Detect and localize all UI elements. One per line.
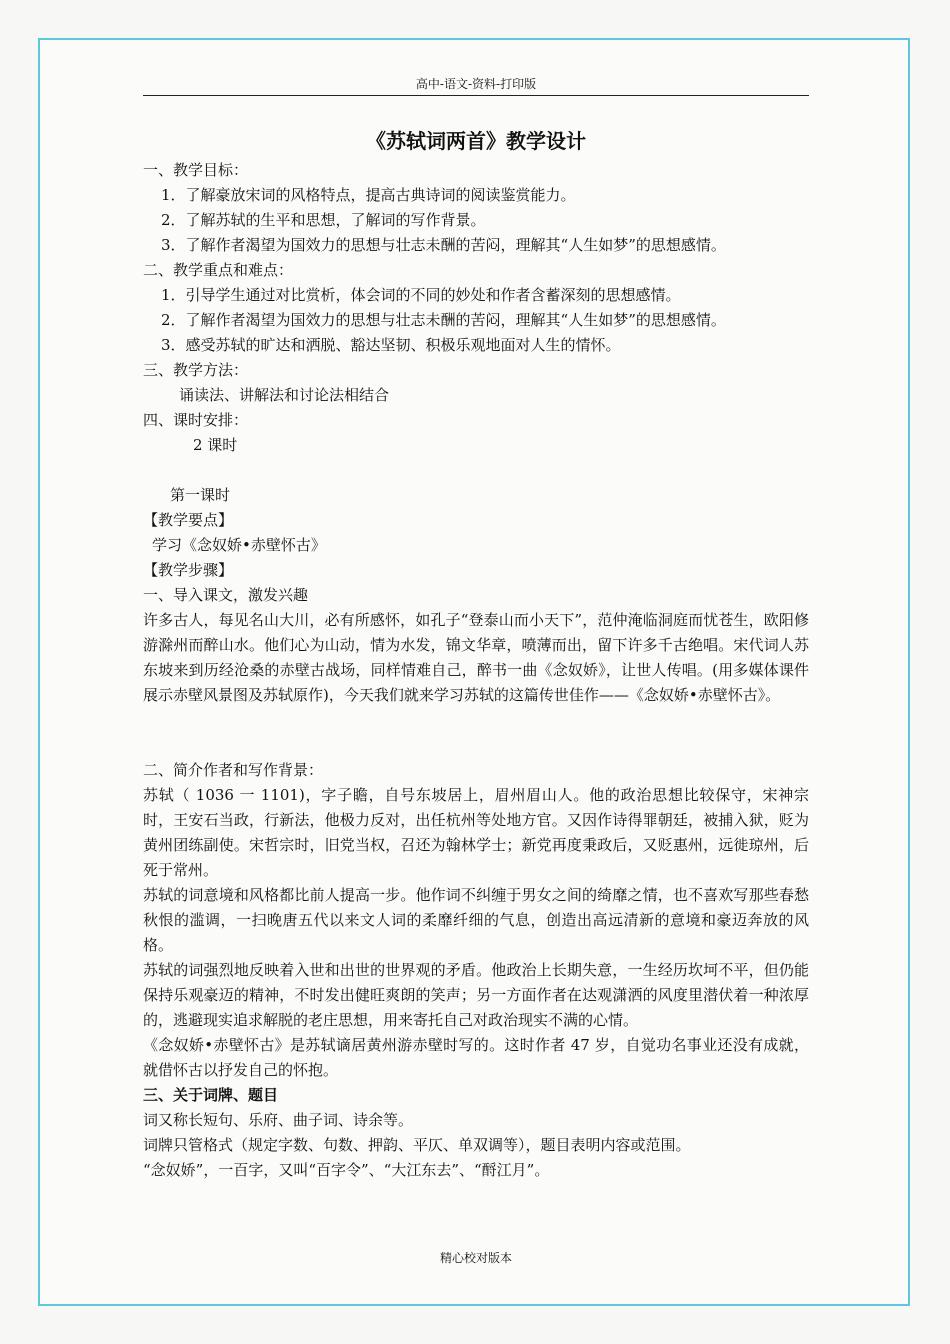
keypoint-item: 1．引导学生通过对比赏析，体会词的不同的妙处和作者含蓄深刻的思想感情。 bbox=[161, 286, 681, 304]
keypoints-heading: 二、教学重点和难点： bbox=[143, 261, 294, 279]
document-body bbox=[143, 158, 809, 1183]
page-footer: 精心校对版本 bbox=[439, 1251, 512, 1265]
blank-space bbox=[143, 708, 809, 758]
goals-heading: 一、教学目标： bbox=[143, 161, 249, 179]
schedule-heading: 四、课时安排： bbox=[143, 411, 249, 429]
keypoint-item: 3．感受苏轼的旷达和洒脱、豁达坚韧、积极乐观地面对人生的情怀。 bbox=[161, 336, 621, 354]
step3-heading: 三、关于词牌、题目 bbox=[143, 1086, 279, 1104]
step2-heading: 二、简介作者和写作背景： bbox=[143, 761, 324, 779]
header-rule bbox=[143, 95, 809, 96]
cipai-line: 词牌只管格式（规定字数、句数、押韵、平仄、单双调等），题目表明内容或范围。 bbox=[143, 1136, 691, 1154]
lesson1-steps-label: 【教学步骤】 bbox=[143, 561, 234, 579]
goal-item: 3．了解作者渴望为国效力的思想与壮志未酬的苦闷，理解其“人生如梦”的思想感情。 bbox=[161, 236, 726, 254]
document-title: 《苏轼词两首》教学设计 bbox=[366, 129, 586, 153]
lesson1-key-label: 【教学要点】 bbox=[143, 511, 234, 529]
blank-line bbox=[143, 458, 809, 483]
lesson1-heading: 第一课时 bbox=[170, 486, 231, 504]
schedule-text: 2 课时 bbox=[193, 436, 238, 454]
cipai-line: 词又称长短句、乐府、曲子词、诗余等。 bbox=[143, 1111, 414, 1129]
author-bio-paragraph: 苏轼（ 1036 一 1101)，字子瞻，自号东坡居上，眉州眉山人。他的政治思想比较保守，宋神宗时，王安石当政，行新法，他极力反对，出任杭州等处地方官。又因作诗得罪朝廷，被捕入狱，贬为黄州团练副使。宋哲宗时，旧党当权，召还为翰林学士；新党再度秉政后，又贬惠州，远徙琼州，后死于常州。 bbox=[143, 786, 809, 879]
goal-item: 1．了解豪放宋词的风格特点，提高古典诗词的阅读鉴赏能力。 bbox=[161, 186, 576, 204]
goal-item: 2．了解苏轼的生平和思想，了解词的写作背景。 bbox=[161, 211, 486, 229]
cipai-line: “念奴娇”，一百字，又叫“百字令”、“大江东去”、“酹江月”。 bbox=[143, 1161, 550, 1179]
worldview-paragraph: 苏轼的词强烈地反映着入世和出世的世界观的矛盾。他政治上长期失意，一生经历坎坷不平，但仍能保持乐观豪迈的精神，不时发出健旺爽朗的笑声；另一方面作者在达观潇洒的风度里潜伏着一种浓厚的，逃避现实追求解脱的老庄思想，用来寄托自己对政治现实不满的心情。 bbox=[143, 961, 809, 1029]
lesson1-key-text: 学习《念奴娇•赤壁怀古》 bbox=[152, 536, 326, 554]
step1-heading: 一、导入课文，激发兴趣 bbox=[143, 586, 309, 604]
methods-text: 诵读法、讲解法和讨论法相结合 bbox=[179, 386, 390, 404]
keypoint-item: 2．了解作者渴望为国效力的思想与壮志未酬的苦闷，理解其“人生如梦”的思想感情。 bbox=[161, 311, 726, 329]
step1-paragraph: 许多古人，每见名山大川，必有所感怀，如孔子“登泰山而小天下”，范仲淹临洞庭而忧苍生，欧阳修游滁州而醉山水。他们心为山动，情为水发，锦文华章，喷薄而出，留下许多千古绝唱。宋代词人苏东坡来到历经沧桑的赤壁古战场，同样情难自己，醉书一曲《念奴娇》，让世人传唱。(用多媒体课件展示赤壁风景图及苏轼原作)，今天我们就来学习苏轼的这篇传世佳作——《念奴娇•赤壁怀古》。 bbox=[143, 611, 809, 704]
style-paragraph: 苏轼的词意境和风格都比前人提高一步。他作词不纠缠于男女之间的绮靡之情，也不喜欢写那些春愁秋恨的滥调，一扫晚唐五代以来文人词的柔靡纤细的气息，创造出高远清新的意境和豪迈奔放的风格。 bbox=[143, 886, 809, 954]
methods-heading: 三、教学方法： bbox=[143, 361, 249, 379]
page-header: 高中-语文-资料-打印版 bbox=[415, 77, 537, 91]
background-paragraph: 《念奴娇•赤壁怀古》是苏轼谪居黄州游赤壁时写的。这时作者 47 岁，自觉功名事业还没有成就，就借怀古以抒发自己的怀抱。 bbox=[143, 1036, 809, 1079]
